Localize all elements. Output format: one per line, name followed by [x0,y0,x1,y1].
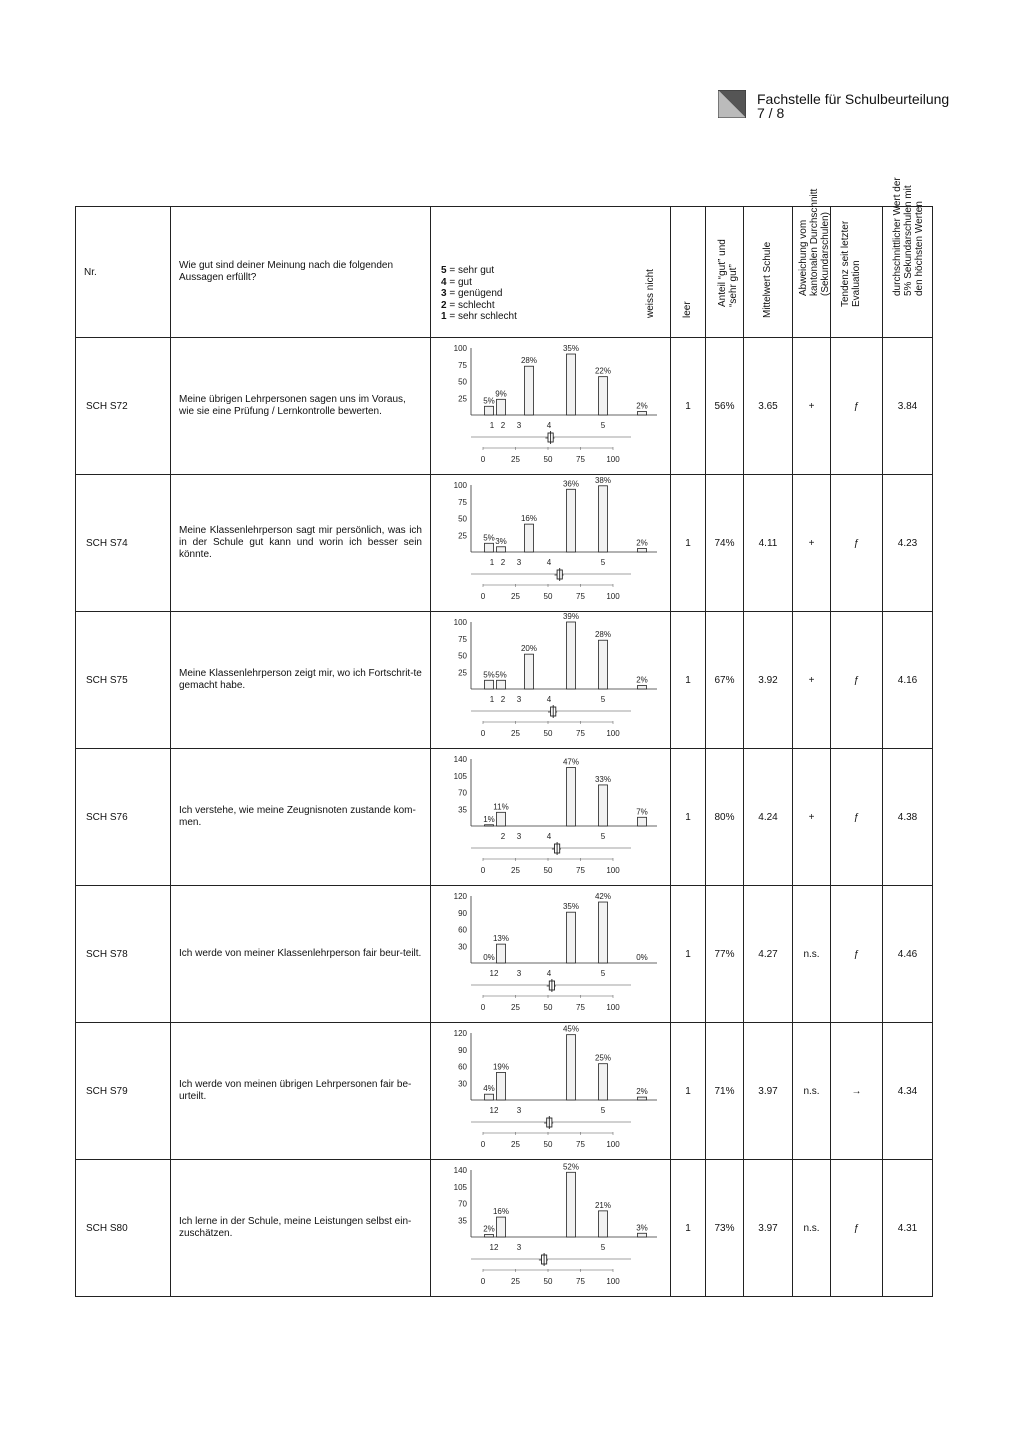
header-weiss-nicht: weiss nicht [645,269,656,318]
row-durchschnitt: 4.31 [883,1160,933,1297]
row-abweichung: + [793,612,831,749]
row-anteil: 74% [706,475,744,612]
percent-tick-label: 50 [543,455,553,464]
bar [638,549,647,552]
bar [638,412,647,415]
percent-tick-label: 100 [606,1140,620,1149]
bar [525,366,534,415]
bar [567,912,576,963]
row-tendenz: ƒ [831,612,883,749]
row-mittelwert: 3.92 [744,612,793,749]
row-leer: 1 [671,475,706,612]
row-chart [431,1160,671,1297]
bar [485,825,494,826]
percent-tick-label: 25 [511,866,520,875]
y-tick-label: 75 [458,360,467,370]
bar [638,1097,647,1100]
bar [599,785,608,826]
percent-tick-label: 75 [576,592,585,601]
bar [497,1072,506,1100]
table-row [76,1160,1016,1297]
percent-tick-label: 50 [543,1277,553,1286]
row-anteil: 80% [706,749,744,886]
row-anteil: 77% [706,886,744,1023]
percent-tick-label: 0 [480,866,486,875]
scale-label: 5 [600,1243,606,1252]
bar-chart [431,1023,671,1159]
y-tick-label: 100 [453,344,467,353]
y-tick-label: 25 [458,668,467,678]
scale-label: 5 [600,421,606,430]
scale-4: 4 = gut [441,276,472,288]
row-durchschnitt: 4.23 [883,475,933,612]
scale-label: 2 [500,832,506,841]
row-abweichung: + [793,475,831,612]
percent-tick-label: 50 [543,1003,553,1012]
bar-value-label: 2% [636,538,648,548]
bar-value-label: 5% [483,396,495,406]
bar-value-label: 52% [562,1162,580,1172]
percent-tick-label: 25 [511,455,520,464]
percent-tick-label: 0 [480,1003,486,1012]
row-leer: 1 [671,612,706,749]
bar-value-label: 20% [520,644,538,654]
percent-tick-label: 100 [606,729,620,738]
bar-value-label: 4% [483,1084,495,1094]
y-tick-label: 105 [453,1182,467,1192]
percent-tick-label: 0 [480,455,486,464]
y-tick-label: 140 [453,755,467,764]
bar-chart [431,338,671,474]
bar [638,686,647,689]
header-question: Wie gut sind deiner Meinung nach die folgenden Aussagen erfüllt? [171,207,431,338]
table-row [76,475,1016,612]
bar-value-label: 25% [594,1053,612,1063]
scale-label: 3 [516,1106,522,1115]
row-chart [431,338,671,475]
header-tendenz-cell [831,207,883,338]
row-nr: SCH S72 [76,338,171,475]
header-abweichung-cell [793,188,832,338]
header-mittelwert: Mittelwert Schule [762,241,773,318]
bar-value-label: 3% [495,536,507,546]
percent-tick-label: 0 [480,1277,486,1286]
row-tendenz: ƒ [831,475,883,612]
percent-tick-label: 75 [576,1277,585,1286]
header-nr: Nr. [76,207,171,338]
y-tick-label: 100 [453,618,467,627]
bar [638,817,647,826]
row-tendenz: ƒ [831,749,883,886]
row-nr: SCH S80 [76,1160,171,1297]
scale-label: 12 [489,1243,499,1252]
scale-2: 2 = schlecht [441,299,495,311]
bar [497,944,506,963]
bar-value-label: 35% [562,344,580,354]
y-tick-label: 25 [458,394,467,404]
scale-label: 5 [600,695,606,704]
y-tick-label: 35 [458,1216,467,1226]
scale-label: 5 [600,969,606,978]
bar [567,354,576,415]
header-title: Fachstelle für Schulbeurteilung [757,91,950,107]
row-durchschnitt: 4.34 [883,1023,933,1160]
percent-tick-label: 75 [576,729,585,738]
bar-value-label: 2% [483,1224,495,1234]
row-nr: SCH S79 [76,1023,171,1160]
scale-5: 5 = sehr gut [441,265,495,276]
percent-tick-label: 25 [511,1140,520,1149]
percent-tick-label: 75 [576,1140,585,1149]
scale-label: 5 [600,1106,606,1115]
row-mittelwert: 3.97 [744,1023,793,1160]
table-row [76,1023,1016,1160]
header-anteil-cell [706,207,744,338]
percent-tick-label: 50 [543,592,553,601]
bar-value-label: 16% [520,514,538,524]
bar [599,486,608,552]
percent-tick-label: 25 [511,592,520,601]
row-abweichung: n.s. [793,1160,831,1297]
scale-label: 4 [546,695,552,704]
scale-label: 5 [600,832,606,841]
scale-label: 3 [516,558,522,567]
row-chart [431,886,671,1023]
bar [567,489,576,552]
percent-tick-label: 0 [480,729,486,738]
bar-value-label: 28% [520,356,538,366]
bar-value-label: 19% [492,1062,510,1072]
y-tick-label: 50 [458,651,467,661]
percent-tick-label: 75 [576,1003,585,1012]
row-question: Ich lerne in der Schule, meine Leistungen selbst ein-zuschätzen. [171,1160,431,1297]
scale-label: 2 [500,421,506,430]
row-durchschnitt: 4.46 [883,886,933,1023]
y-tick-label: 35 [458,805,467,815]
bar-chart [431,886,671,1022]
bar [599,1064,608,1100]
y-tick-label: 120 [453,892,467,901]
bar-value-label: 5% [483,670,495,680]
percent-tick-label: 25 [511,1277,520,1286]
bar-value-label: 0% [483,953,495,962]
row-leer: 1 [671,1023,706,1160]
bar-value-label: 45% [562,1024,580,1034]
y-tick-label: 75 [458,634,467,644]
percent-tick-label: 50 [543,1140,553,1149]
row-question: Ich werde von meiner Klassenlehrperson fair beur-teilt. [171,886,431,1023]
table-row [76,749,1016,886]
y-tick-label: 120 [453,1029,467,1038]
scale-label: 12 [489,969,499,978]
row-leer: 1 [671,749,706,886]
y-tick-label: 90 [458,1045,467,1055]
y-tick-label: 50 [458,514,467,524]
row-question: Ich werde von meinen übrigen Lehrpersonen fair be-urteilt. [171,1023,431,1160]
bar [599,640,608,689]
bar-value-label: 22% [594,366,612,376]
y-tick-label: 30 [458,1079,467,1089]
percent-tick-label: 100 [606,592,620,601]
row-nr: SCH S75 [76,612,171,749]
bar-chart [431,749,671,885]
bar-value-label: 38% [594,475,612,485]
percent-tick-label: 100 [606,455,620,464]
bar-value-label: 0% [636,953,648,962]
bar-value-label: 39% [562,612,580,621]
bar-value-label: 47% [562,757,580,767]
percent-tick-label: 0 [480,592,486,601]
row-mittelwert: 3.65 [744,338,793,475]
bar-value-label: 21% [594,1200,612,1210]
row-tendenz: → [831,1023,883,1160]
row-abweichung: + [793,338,831,475]
y-tick-label: 60 [458,1062,467,1072]
bar-value-label: 28% [594,630,612,640]
y-tick-label: 50 [458,377,467,387]
y-tick-label: 70 [458,788,467,798]
row-durchschnitt: 4.38 [883,749,933,886]
scale-3: 3 = genügend [441,288,503,299]
scale-label: 3 [516,1243,522,1252]
row-tendenz: ƒ [831,1160,883,1297]
row-mittelwert: 3.97 [744,1160,793,1297]
bar-value-label: 13% [492,934,510,944]
bar [485,1235,494,1237]
bar [485,680,494,689]
percent-tick-label: 100 [606,1277,620,1286]
y-tick-label: 105 [453,771,467,781]
header-durchschnitt-cell [883,177,933,338]
y-tick-label: 70 [458,1199,467,1209]
scale-label: 4 [546,969,552,978]
header-scale-legend [431,207,671,338]
percent-tick-label: 25 [511,1003,520,1012]
scale-label: 3 [516,832,522,841]
scale-label: 2 [500,558,506,567]
percent-tick-label: 75 [576,455,585,464]
bar [485,543,494,552]
y-tick-label: 25 [458,531,467,541]
header-leer-cell [671,207,706,338]
scale-label: 2 [500,695,506,704]
table-row [76,612,1016,749]
row-nr: SCH S74 [76,475,171,612]
bar [485,406,494,415]
bar [485,1094,494,1100]
y-tick-label: 30 [458,942,467,952]
scale-label: 4 [546,421,552,430]
bar [497,680,506,689]
scale-label: 12 [489,1106,499,1115]
y-tick-label: 140 [453,1166,467,1175]
bar-value-label: 9% [495,389,507,399]
bar-value-label: 2% [636,675,648,685]
row-chart [431,475,671,612]
bar-value-label: 7% [636,807,648,817]
bar-chart [431,475,671,611]
row-nr: SCH S78 [76,886,171,1023]
row-durchschnitt: 3.84 [883,338,933,475]
bar [599,377,608,415]
scale-label: 3 [516,421,522,430]
row-abweichung: n.s. [793,1023,831,1160]
table-row [76,338,1016,475]
row-anteil: 71% [706,1023,744,1160]
row-leer: 1 [671,338,706,475]
bar [567,1172,576,1237]
bar-value-label: 11% [493,802,509,812]
header-durchschnitt: durchschnittlicher Wert der 5% Sekundarschulen mit den höchsten Werten [891,177,925,296]
row-tendenz: ƒ [831,886,883,1023]
header-anteil: Anteil “gut” und “sehr gut” [716,239,739,307]
row-question: Ich verstehe, wie meine Zeugnisnoten zustande kom-men. [171,749,431,886]
y-tick-label: 75 [458,497,467,507]
bar-chart [431,612,671,748]
scale-label: 1 [489,695,495,704]
row-abweichung: + [793,749,831,886]
scale-label: 4 [546,832,552,841]
row-leer: 1 [671,886,706,1023]
row-abweichung: n.s. [793,886,831,1023]
bar-value-label: 1% [483,814,495,824]
bar [638,1233,647,1237]
scale-label: 5 [600,558,606,567]
row-anteil: 67% [706,612,744,749]
bar [599,902,608,963]
percent-tick-label: 25 [511,729,520,738]
header-tendenz: Tendenz seit letzter Evaluation [840,220,863,307]
bar [497,399,506,415]
row-anteil: 73% [706,1160,744,1297]
row-anteil: 56% [706,338,744,475]
row-question: Meine übrigen Lehrpersonen sagen uns im Voraus, wie sie eine Prüfung / Lernkontrolle bewerten. [171,338,431,475]
y-tick-label: 90 [458,908,467,918]
percent-tick-label: 50 [543,866,553,875]
bar-value-label: 3% [636,1223,648,1233]
header-mittelwert-cell [744,207,793,338]
table-header-row [76,207,1016,338]
row-question: Meine Klassenlehrperson sagt mir persönlich, was ich in der Schule gut kann und worin ich besser sein könnte. [171,475,431,612]
bar-value-label: 5% [495,670,507,680]
bar-chart [431,1160,671,1296]
bar-value-label: 16% [492,1207,510,1217]
bar-value-label: 35% [562,902,580,912]
bar [497,1217,506,1237]
row-mittelwert: 4.11 [744,475,793,612]
y-tick-label: 100 [453,481,467,490]
row-question: Meine Klassenlehrperson zeigt mir, wo ich Fortschrit-te gemacht habe. [171,612,431,749]
bar-value-label: 2% [636,401,648,411]
percent-tick-label: 75 [576,866,585,875]
scale-label: 1 [489,421,495,430]
bar-value-label: 5% [483,533,495,543]
scale-label: 4 [546,558,552,567]
bar [525,654,534,689]
row-leer: 1 [671,1160,706,1297]
percent-tick-label: 100 [606,866,620,875]
bar-value-label: 2% [636,1087,648,1097]
bar [567,768,576,826]
row-chart [431,749,671,886]
page-number: 7 / 8 [757,105,785,121]
header-abweichung: Abweichung vom kantonalen Durchschnitt (Sekundarschulen) [798,188,832,296]
bar [567,1035,576,1100]
row-mittelwert: 4.24 [744,749,793,886]
bar [497,812,506,826]
bar [525,524,534,552]
percent-tick-label: 0 [480,1140,486,1149]
scale-label: 1 [489,558,495,567]
bar [497,547,506,552]
percent-tick-label: 100 [606,1003,620,1012]
row-tendenz: ƒ [831,338,883,475]
header-leer: leer [682,301,693,318]
row-nr: SCH S76 [76,749,171,886]
scale-label: 3 [516,695,522,704]
school-evaluation-logo [718,90,746,118]
row-chart [431,1023,671,1160]
bar-value-label: 33% [594,774,612,784]
table-row [76,886,1016,1023]
bar [567,622,576,689]
bar-value-label: 36% [562,479,580,489]
bar [599,1211,608,1237]
row-mittelwert: 4.27 [744,886,793,1023]
evaluation-table [75,177,1016,1297]
y-tick-label: 60 [458,925,467,935]
scale-1: 1 = sehr schlecht [441,311,517,322]
row-chart [431,612,671,749]
bar-value-label: 42% [594,892,612,902]
row-durchschnitt: 4.16 [883,612,933,749]
scale-label: 3 [516,969,522,978]
percent-tick-label: 50 [543,729,553,738]
